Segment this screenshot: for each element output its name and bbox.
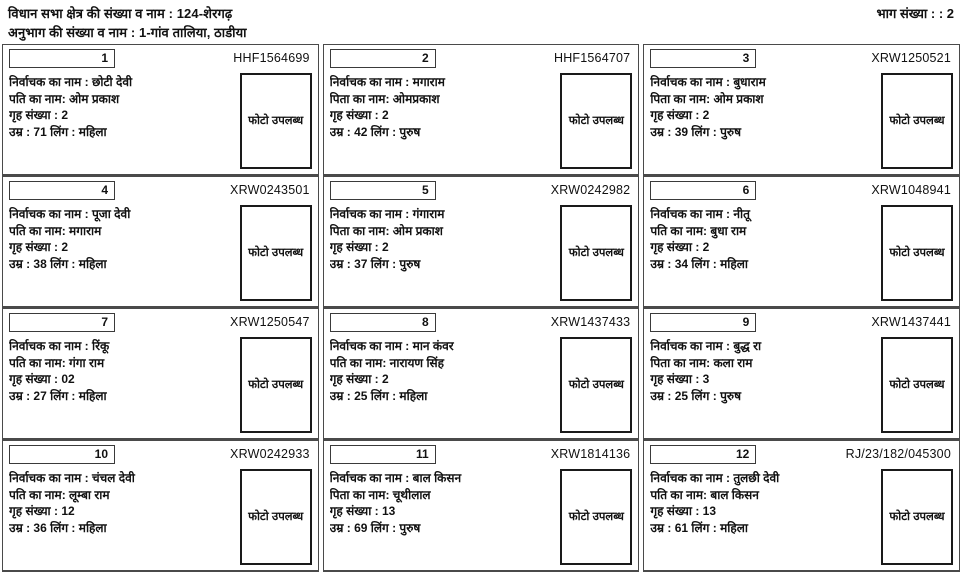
photo-placeholder-box: [560, 469, 632, 565]
photo-available-label: फोटो उपलब्ध: [889, 247, 945, 259]
epic-number: HHF1564707: [553, 51, 631, 65]
house-number-line: गृह संख्या : 2: [9, 240, 69, 254]
elector-name-line: निर्वाचक का नाम : छोटी देवी: [9, 75, 133, 89]
house-number-line: गृह संख्या : 2: [9, 108, 69, 122]
photo-available-label: फोटो उपलब्ध: [568, 115, 624, 127]
epic-number: XRW1437441: [871, 315, 951, 329]
elector-card[interactable]: [323, 176, 640, 308]
photo-placeholder-box: [560, 337, 632, 433]
serial-number-box: 3: [650, 49, 756, 68]
photo-available-label: फोटो उपलब्ध: [568, 247, 624, 259]
elector-card[interactable]: [323, 44, 640, 176]
elector-card[interactable]: [2, 176, 319, 308]
elector-details: [9, 203, 232, 272]
part-number-line: भाग संख्या : : 2: [876, 6, 954, 21]
house-number-line: गृह संख्या : 13: [329, 504, 396, 518]
relation-name-line: पिता का नाम: ओम प्रकाश: [650, 91, 764, 106]
age-gender-line: उम्र : 38 लिंग : महिला: [9, 256, 107, 271]
card-header: [330, 49, 633, 71]
elector-details: [650, 71, 873, 140]
elector-name-line: निर्वाचक का नाम : बुद्ध रा: [650, 339, 762, 353]
house-number-line: गृह संख्या : 12: [9, 504, 75, 518]
elector-card[interactable]: [2, 440, 319, 572]
elector-details: [650, 335, 873, 404]
age-gender-line: उम्र : 42 लिंग : पुरुष: [329, 124, 421, 139]
house-number-line: गृह संख्या : 2: [329, 372, 389, 386]
epic-number: RJ/23/182/045300: [845, 447, 951, 461]
card-body: [650, 335, 953, 433]
elector-name-line: निर्वाचक का नाम : तुलछी देवी: [650, 471, 780, 485]
card-header: [650, 49, 953, 71]
age-gender-line: उम्र : 37 लिंग : पुरुष: [329, 256, 421, 271]
photo-placeholder-box: [240, 73, 312, 169]
photo-placeholder-box: [240, 337, 312, 433]
card-body: [330, 467, 633, 565]
age-gender-line: उम्र : 25 लिंग : महिला: [329, 388, 428, 403]
card-header: [650, 313, 953, 335]
card-body: [9, 203, 312, 301]
photo-placeholder-box: [881, 469, 953, 565]
card-body: [650, 203, 953, 301]
photo-available-label: फोटो उपलब्ध: [889, 379, 945, 391]
age-gender-line: उम्र : 36 लिंग : महिला: [9, 520, 107, 535]
card-body: [650, 467, 953, 565]
elector-name-line: निर्वाचक का नाम : पूजा देवी: [9, 207, 131, 221]
age-gender-line: उम्र : 61 लिंग : महिला: [650, 520, 748, 535]
elector-details: [9, 71, 232, 140]
elector-details: [9, 335, 232, 404]
relation-name-line: पिता का नाम: कला राम: [650, 355, 753, 370]
age-gender-line: उम्र : 39 लिंग : पुरुष: [650, 124, 742, 139]
photo-placeholder-box: [240, 469, 312, 565]
serial-number-box: 8: [330, 313, 436, 332]
photo-placeholder-box: [240, 205, 312, 301]
card-body: [330, 71, 633, 169]
photo-available-label: फोटो उपलब्ध: [248, 379, 304, 391]
serial-number-box: 6: [650, 181, 756, 200]
elector-name-line: निर्वाचक का नाम : मगाराम: [329, 75, 445, 89]
elector-details: [330, 71, 553, 140]
serial-number-box: 7: [9, 313, 115, 332]
elector-card[interactable]: [643, 44, 960, 176]
card-body: [330, 203, 633, 301]
elector-card[interactable]: [643, 176, 960, 308]
house-number-line: गृह संख्या : 02: [9, 372, 75, 386]
house-number-line: गृह संख्या : 2: [650, 240, 710, 254]
card-body: [9, 467, 312, 565]
elector-name-line: निर्वाचक का नाम : नीतू: [650, 207, 750, 221]
card-header: [330, 181, 633, 203]
elector-name-line: निर्वाचक का नाम : मान कंवर: [329, 339, 454, 353]
elector-details: [330, 203, 553, 272]
photo-available-label: फोटो उपलब्ध: [889, 511, 945, 523]
epic-number: XRW1814136: [550, 447, 631, 461]
elector-name-line: निर्वाचक का नाम : बाल किसन: [329, 471, 462, 485]
epic-number: XRW1437433: [550, 315, 631, 329]
card-header: [9, 313, 312, 335]
serial-number-box: 12: [650, 445, 756, 464]
elector-details: [650, 203, 873, 272]
serial-number-box: 4: [9, 181, 115, 200]
epic-number: XRW0242982: [550, 183, 631, 197]
card-header: [9, 49, 312, 71]
serial-number-box: 11: [330, 445, 436, 464]
card-header: [9, 445, 312, 467]
serial-number-box: 10: [9, 445, 115, 464]
photo-placeholder-box: [881, 205, 953, 301]
relation-name-line: पति का नाम: लूम्बा राम: [9, 487, 110, 502]
epic-number: XRW0243501: [230, 183, 310, 197]
elector-name-line: निर्वाचक का नाम : चंचल देवी: [9, 471, 135, 485]
elector-card[interactable]: [643, 308, 960, 440]
elector-card-grid: [0, 44, 962, 572]
house-number-line: गृह संख्या : 2: [650, 108, 710, 122]
photo-placeholder-box: [560, 205, 632, 301]
relation-name-line: पति का नाम: बाल किसन: [650, 487, 759, 502]
relation-name-line: पिता का नाम: ओम प्रकाश: [329, 223, 443, 238]
photo-available-label: फोटो उपलब्ध: [889, 115, 945, 127]
card-header: [650, 181, 953, 203]
epic-number: XRW1250547: [230, 315, 310, 329]
serial-number-box: 2: [330, 49, 436, 68]
age-gender-line: उम्र : 71 लिंग : महिला: [9, 124, 107, 139]
epic-number: HHF1564699: [233, 51, 310, 65]
age-gender-line: उम्र : 69 लिंग : पुरुष: [329, 520, 421, 535]
photo-available-label: फोटो उपलब्ध: [248, 511, 304, 523]
elector-card[interactable]: [2, 44, 319, 176]
card-body: [9, 335, 312, 433]
relation-name-line: पति का नाम: बुधा राम: [650, 223, 747, 238]
card-body: [650, 71, 953, 169]
elector-details: [650, 467, 873, 536]
elector-name-line: निर्वाचक का नाम : बुधाराम: [650, 75, 766, 89]
elector-card[interactable]: [323, 308, 640, 440]
card-body: [330, 335, 633, 433]
age-gender-line: उम्र : 34 लिंग : महिला: [650, 256, 748, 271]
card-header: [9, 181, 312, 203]
relation-name-line: पति का नाम: ओम प्रकाश: [9, 91, 120, 106]
elector-details: [330, 335, 553, 404]
photo-placeholder-box: [881, 337, 953, 433]
relation-name-line: पति का नाम: मगाराम: [9, 223, 102, 238]
relation-name-line: पिता का नाम: ओमप्रकाश: [329, 91, 440, 106]
elector-name-line: निर्वाचक का नाम : रिंकू: [9, 339, 110, 353]
age-gender-line: उम्र : 25 लिंग : पुरुष: [650, 388, 742, 403]
relation-name-line: पति का नाम: नारायण सिंह: [329, 355, 445, 370]
photo-available-label: फोटो उपलब्ध: [248, 247, 304, 259]
elector-name-line: निर्वाचक का नाम : गंगाराम: [329, 207, 445, 221]
card-header: [330, 313, 633, 335]
constituency-line: विधान सभा क्षेत्र की संख्या व नाम : 124-शेरगढ़: [8, 6, 233, 21]
serial-number-box: 1: [9, 49, 115, 68]
photo-available-label: फोटो उपलब्ध: [568, 511, 624, 523]
photo-placeholder-box: [881, 73, 953, 169]
elector-card[interactable]: [2, 308, 319, 440]
house-number-line: गृह संख्या : 2: [329, 240, 389, 254]
elector-card[interactable]: [643, 440, 960, 572]
relation-name-line: पति का नाम: गंगा राम: [9, 355, 105, 370]
house-number-line: गृह संख्या : 2: [329, 108, 389, 122]
photo-available-label: फोटो उपलब्ध: [568, 379, 624, 391]
house-number-line: गृह संख्या : 3: [650, 372, 710, 386]
serial-number-box: 9: [650, 313, 756, 332]
section-line: अनुभाग की संख्या व नाम : 1-गांव तालिया, ठाडीया: [8, 25, 247, 40]
card-header: [330, 445, 633, 467]
header-left-block: [8, 4, 954, 42]
elector-card[interactable]: [323, 440, 640, 572]
photo-placeholder-box: [560, 73, 632, 169]
elector-details: [330, 467, 553, 536]
relation-name-line: पिता का नाम: चूथीलाल: [329, 487, 431, 502]
epic-number: XRW1048941: [871, 183, 951, 197]
card-header: [650, 445, 953, 467]
epic-number: XRW0242933: [230, 447, 310, 461]
serial-number-box: 5: [330, 181, 436, 200]
epic-number: XRW1250521: [871, 51, 951, 65]
card-body: [9, 71, 312, 169]
photo-available-label: फोटो उपलब्ध: [248, 115, 304, 127]
house-number-line: गृह संख्या : 13: [650, 504, 717, 518]
page-header: [0, 0, 962, 44]
elector-details: [9, 467, 232, 536]
age-gender-line: उम्र : 27 लिंग : महिला: [9, 388, 107, 403]
